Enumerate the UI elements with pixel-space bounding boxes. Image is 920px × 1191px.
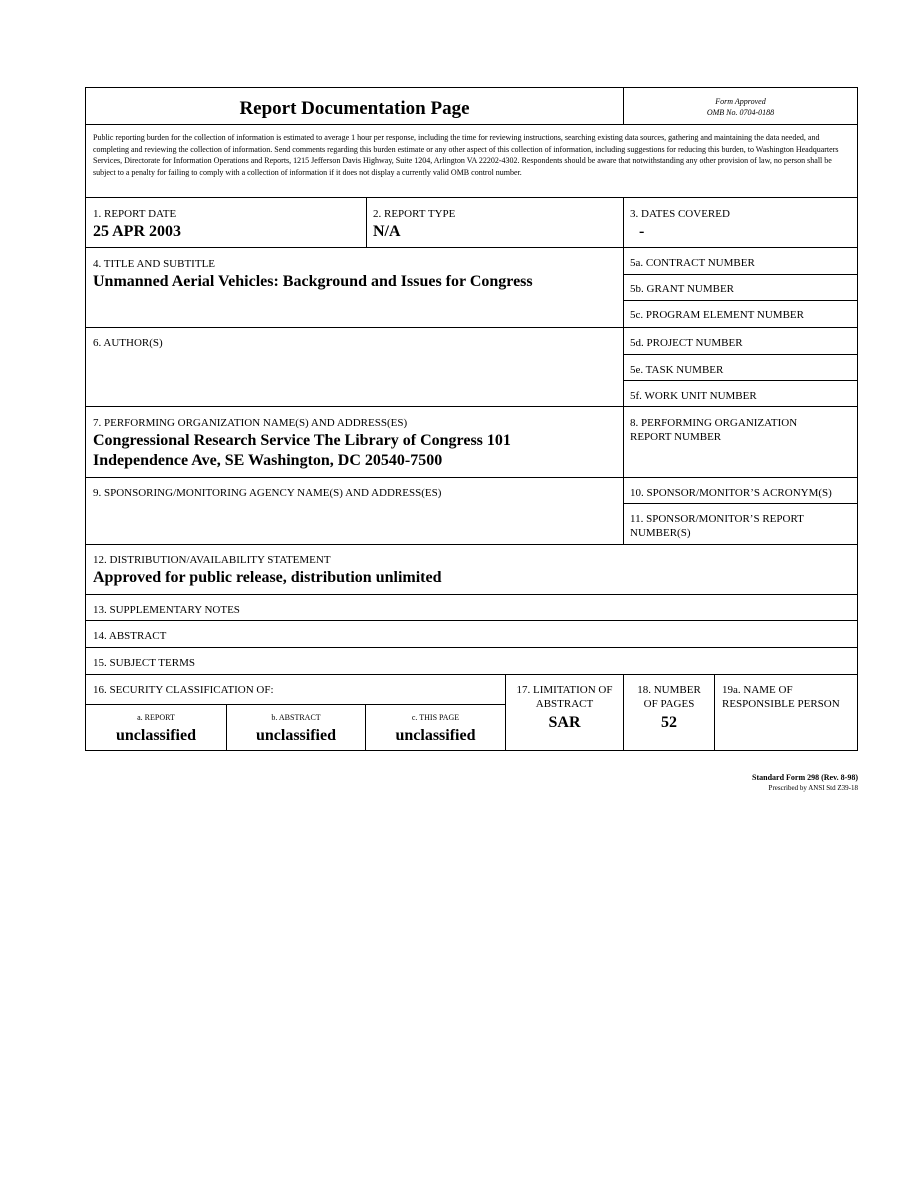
performing-org-value: Congressional Research Service The Library of Congress 101 Independence Ave, SE Washington, DC 20540-7500	[93, 432, 511, 469]
performing-org-cell	[86, 406, 623, 477]
standard-form-number: Standard Form 298 (Rev. 8-98)	[752, 773, 858, 782]
limitation-of-abstract-cell	[505, 674, 623, 750]
title-subtitle-value: Unmanned Aerial Vehicles: Background and Issues for Congress	[93, 273, 533, 290]
supplementary-notes-label: 13. SUPPLEMENTARY NOTES	[93, 604, 240, 616]
sponsor-report-number-label: 11. SPONSOR/MONITOR’S REPORT NUMBER(S)	[630, 513, 804, 539]
sponsor-acronym-cell	[623, 477, 857, 503]
responsible-person-label: 19a. NAME OF RESPONSIBLE PERSON	[722, 684, 840, 710]
authors-label: 6. AUTHOR(S)	[93, 337, 163, 349]
classification-report-value: unclassified	[115, 727, 196, 744]
classification-abstract-value: unclassified	[255, 727, 336, 744]
report-type-value: N/A	[373, 223, 401, 240]
subject-terms-label: 15. SUBJECT TERMS	[93, 657, 195, 669]
report-documentation-form	[85, 87, 858, 751]
task-number-cell	[623, 354, 857, 380]
dates-covered-label: 3. DATES COVERED	[630, 208, 730, 220]
prescribed-by-text: Prescribed by ANSI Std Z39-18	[768, 784, 858, 792]
supplementary-notes-cell	[86, 594, 857, 620]
abstract-label: 14. ABSTRACT	[93, 630, 167, 642]
project-number-cell	[623, 327, 857, 354]
grant-number-cell	[623, 274, 857, 300]
burden-statement: Public reporting burden for the collection of information is estimated to average 1 hour per response, including the time for reviewing instructions, searching existing data sources, gathering and maintaining the data needed, and completing and reviewing the collection of information. Send comments regarding this burden estimate or any other aspect of this collection of information, including suggestions for reducing this burden, to Washington Headquarters Services, Directorate for Information Operations and Reports, 1215 Jefferson Davis Highway, Suite 1204, Arlington VA 22202-4302. Respondents should be aware that notwithstanding any other provision of law, no person shall be subject to a penalty for failing to comply with a collection of information if it does not display a currently valid OMB control number.	[93, 133, 839, 177]
omb-number: OMB No. 0704-0188	[706, 108, 775, 117]
dates-covered-cell	[623, 197, 857, 247]
sponsoring-agency-cell	[86, 477, 623, 544]
report-date-value: 25 APR 2003	[93, 223, 181, 240]
classification-report-cell	[86, 704, 226, 750]
program-element-number-label: 5c. PROGRAM ELEMENT NUMBER	[630, 309, 804, 321]
classification-this-page-value: unclassified	[395, 727, 476, 744]
dates-covered-value: -	[639, 223, 645, 240]
contract-number-cell	[623, 247, 857, 274]
limitation-of-abstract-label: 17. LIMITATION OF ABSTRACT	[516, 684, 613, 710]
security-classification-cell	[86, 674, 505, 704]
grant-number-label: 5b. GRANT NUMBER	[630, 283, 735, 295]
number-of-pages-label: 18. NUMBER OF PAGES	[637, 684, 701, 710]
report-type-label: 2. REPORT TYPE	[373, 208, 456, 220]
number-of-pages-cell	[623, 674, 714, 750]
page-title: Report Documentation Page	[239, 98, 470, 119]
work-unit-number-label: 5f. WORK UNIT NUMBER	[630, 390, 757, 402]
title-subtitle-label: 4. TITLE AND SUBTITLE	[93, 258, 216, 270]
sponsor-acronym-label: 10. SPONSOR/MONITOR’S ACRONYM(S)	[630, 487, 832, 499]
classification-this-page-label: c. THIS PAGE	[411, 713, 460, 722]
performing-org-label: 7. PERFORMING ORGANIZATION NAME(S) AND ADDRESS(ES)	[93, 417, 408, 429]
distribution-label: 12. DISTRIBUTION/AVAILABILITY STATEMENT	[93, 554, 331, 566]
project-number-label: 5d. PROJECT NUMBER	[630, 337, 743, 349]
performing-org-report-number-label: 8. PERFORMING ORGANIZATION REPORT NUMBER	[630, 417, 798, 443]
sponsoring-agency-label: 9. SPONSORING/MONITORING AGENCY NAME(S) AND ADDRESS(ES)	[93, 487, 442, 499]
program-element-number-cell	[623, 300, 857, 327]
security-classification-label: 16. SECURITY CLASSIFICATION OF:	[93, 684, 274, 696]
classification-this-page-cell	[365, 704, 505, 750]
form-approved-text: Form Approved	[715, 97, 766, 106]
authors-cell	[86, 327, 623, 406]
form-header	[86, 88, 623, 124]
work-unit-number-cell	[623, 380, 857, 406]
abstract-cell	[86, 620, 857, 647]
report-date-cell	[86, 197, 366, 247]
classification-report-label: a. REPORT	[137, 713, 175, 722]
distribution-value: Approved for public release, distribution unlimited	[93, 569, 442, 586]
distribution-cell	[86, 544, 857, 594]
responsible-person-cell	[714, 674, 857, 750]
number-of-pages-value: 52	[661, 714, 677, 731]
subject-terms-cell	[86, 647, 857, 674]
report-date-label: 1. REPORT DATE	[93, 208, 177, 220]
limitation-of-abstract-value: SAR	[548, 714, 581, 731]
sponsor-report-number-cell	[623, 503, 857, 544]
task-number-label: 5e. TASK NUMBER	[630, 364, 724, 376]
performing-org-report-number-cell	[623, 406, 857, 477]
classification-abstract-cell	[226, 704, 365, 750]
title-subtitle-cell	[86, 247, 623, 327]
classification-abstract-label: b. ABSTRACT	[271, 713, 321, 722]
contract-number-label: 5a. CONTRACT NUMBER	[630, 257, 755, 269]
form-approval-box	[623, 88, 857, 124]
report-type-cell	[366, 197, 623, 247]
